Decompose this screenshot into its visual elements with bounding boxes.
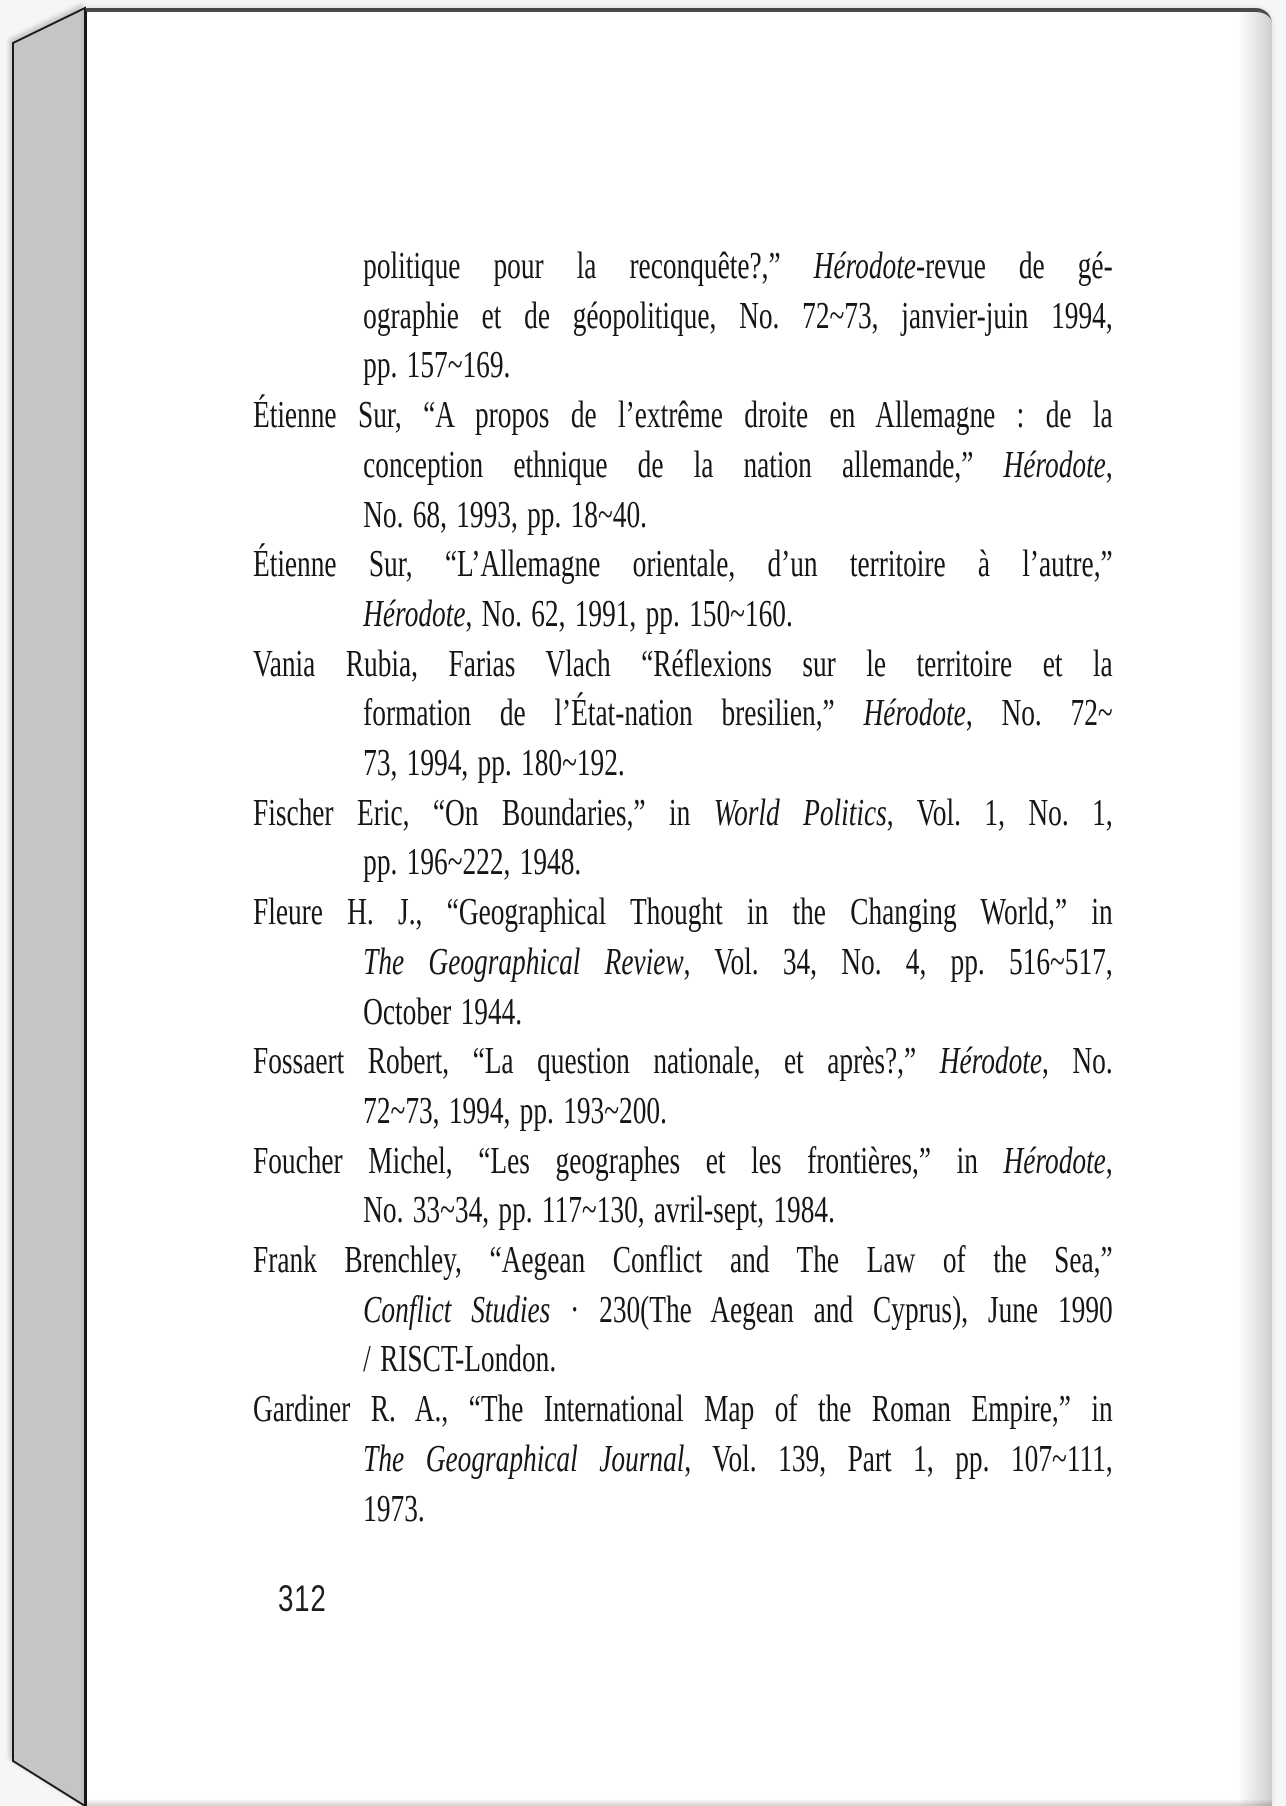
citation-text: 1973. — [363, 1487, 425, 1530]
journal-title-italic: Hérodote — [939, 1040, 1043, 1083]
bibliography-line — [253, 540, 1113, 590]
bibliography-line — [253, 1286, 1113, 1336]
citation-text: , No. 62, 1991, pp. 150~160. — [465, 592, 793, 635]
citation-text: Fischer Eric, “On Boundaries,” in — [253, 791, 714, 834]
citation-text: No. 33~34, pp. 117~130, avril-sept, 1984. — [363, 1189, 835, 1232]
bibliography-line — [253, 640, 1113, 690]
citation-text: / RISCT-London. — [363, 1338, 557, 1381]
bibliography-line — [253, 1385, 1113, 1435]
citation-text: , No. 72~ — [965, 692, 1113, 735]
citation-text: Étienne Sur, “A propos de l’extrême droite en Allemagne : de la — [253, 394, 1113, 437]
citation-text: Frank Brenchley, “Aegean Conflict and The Law of the Sea,” — [253, 1239, 1113, 1282]
bibliography-line — [253, 1335, 1113, 1385]
journal-title-italic: Hérodote — [863, 692, 966, 735]
bibliography-line — [253, 1037, 1113, 1087]
fore-edge-polygon — [13, 8, 85, 1806]
citation-text: No. 68, 1993, pp. 18~40. — [363, 493, 647, 536]
citation-text: pp. 196~222, 1948. — [363, 841, 582, 884]
bibliography-line — [253, 292, 1113, 342]
bibliography-line — [253, 1435, 1113, 1485]
citation-text: October 1944. — [363, 990, 523, 1033]
citation-text: -revue de gé- — [915, 245, 1113, 287]
citation-text: , — [1105, 1139, 1113, 1182]
citation-text: politique pour la reconquête?,” — [363, 245, 814, 287]
citation-text: Étienne Sur, “L’Allemagne orientale, d’un territoire à l’autre,” — [253, 543, 1113, 586]
bibliography-line — [253, 441, 1113, 491]
citation-text: conception ethnique de la nation allemande,” — [363, 443, 1004, 486]
citation-text: · 230(The Aegean and Cyprus), June 1990 — [550, 1288, 1113, 1331]
journal-title-italic: Hérodote — [813, 245, 916, 287]
bibliography-line — [253, 1485, 1113, 1535]
bibliography-line — [253, 341, 1113, 391]
journal-title-italic: Hérodote — [1003, 1139, 1106, 1182]
bibliography — [253, 242, 1113, 1534]
journal-title-italic: Conflict Studies — [363, 1288, 551, 1331]
citation-text: , — [1105, 443, 1113, 486]
citation-text: , No. — [1042, 1040, 1113, 1083]
bibliography-line — [253, 590, 1113, 640]
page-curl-shading — [1238, 12, 1272, 1806]
bibliography-line — [253, 888, 1113, 938]
bibliography-line — [253, 938, 1113, 988]
journal-title-italic: The Geographical Review — [363, 940, 684, 983]
page — [85, 8, 1272, 1806]
journal-title-italic: Hérodote — [363, 592, 466, 635]
citation-text: ographie et de géopolitique, No. 72~73, janvier-juin 1994, — [363, 294, 1113, 337]
bibliography-line — [253, 391, 1113, 441]
bibliography-line — [253, 689, 1113, 739]
citation-text: , Vol. 1, No. 1, — [886, 791, 1113, 834]
journal-title-italic: World Politics — [713, 791, 887, 834]
page-number: 312 — [278, 1578, 327, 1619]
bibliography-line — [253, 1186, 1113, 1236]
bibliography-line — [253, 739, 1113, 789]
citation-text: Vania Rubia, Farias Vlach “Réflexions sur le territoire et la — [253, 642, 1113, 685]
citation-text: Foucher Michel, “Les geographes et les frontières,” in — [253, 1139, 1004, 1182]
bibliography-line — [253, 491, 1113, 541]
journal-title-italic: Hérodote — [1003, 443, 1106, 486]
bibliography-line — [253, 838, 1113, 888]
citation-text: , Vol. 139, Part 1, pp. 107~111, — [684, 1437, 1113, 1480]
citation-text: Gardiner R. A., “The International Map of the Roman Empire,” in — [253, 1388, 1113, 1431]
bibliography-line — [253, 1137, 1113, 1187]
bibliography-line — [253, 988, 1113, 1038]
citation-text: Fleure H. J., “Geographical Thought in the Changing World,” in — [253, 891, 1113, 934]
citation-text: pp. 157~169. — [363, 344, 511, 387]
bibliography-line — [253, 1236, 1113, 1286]
citation-text: formation de l’État-nation bresilien,” — [363, 692, 864, 735]
journal-title-italic: The Geographical Journal — [363, 1437, 685, 1480]
citation-text: Fossaert Robert, “La question nationale, et après?,” — [253, 1040, 940, 1083]
bibliography-line — [253, 789, 1113, 839]
page-bottom-shading — [87, 1799, 1272, 1806]
bibliography-line — [253, 1087, 1113, 1137]
citation-text: , Vol. 34, No. 4, pp. 516~517, — [683, 940, 1113, 983]
bibliography-line — [253, 242, 1113, 292]
citation-text: 73, 1994, pp. 180~192. — [363, 742, 625, 785]
citation-text: 72~73, 1994, pp. 193~200. — [363, 1089, 667, 1132]
